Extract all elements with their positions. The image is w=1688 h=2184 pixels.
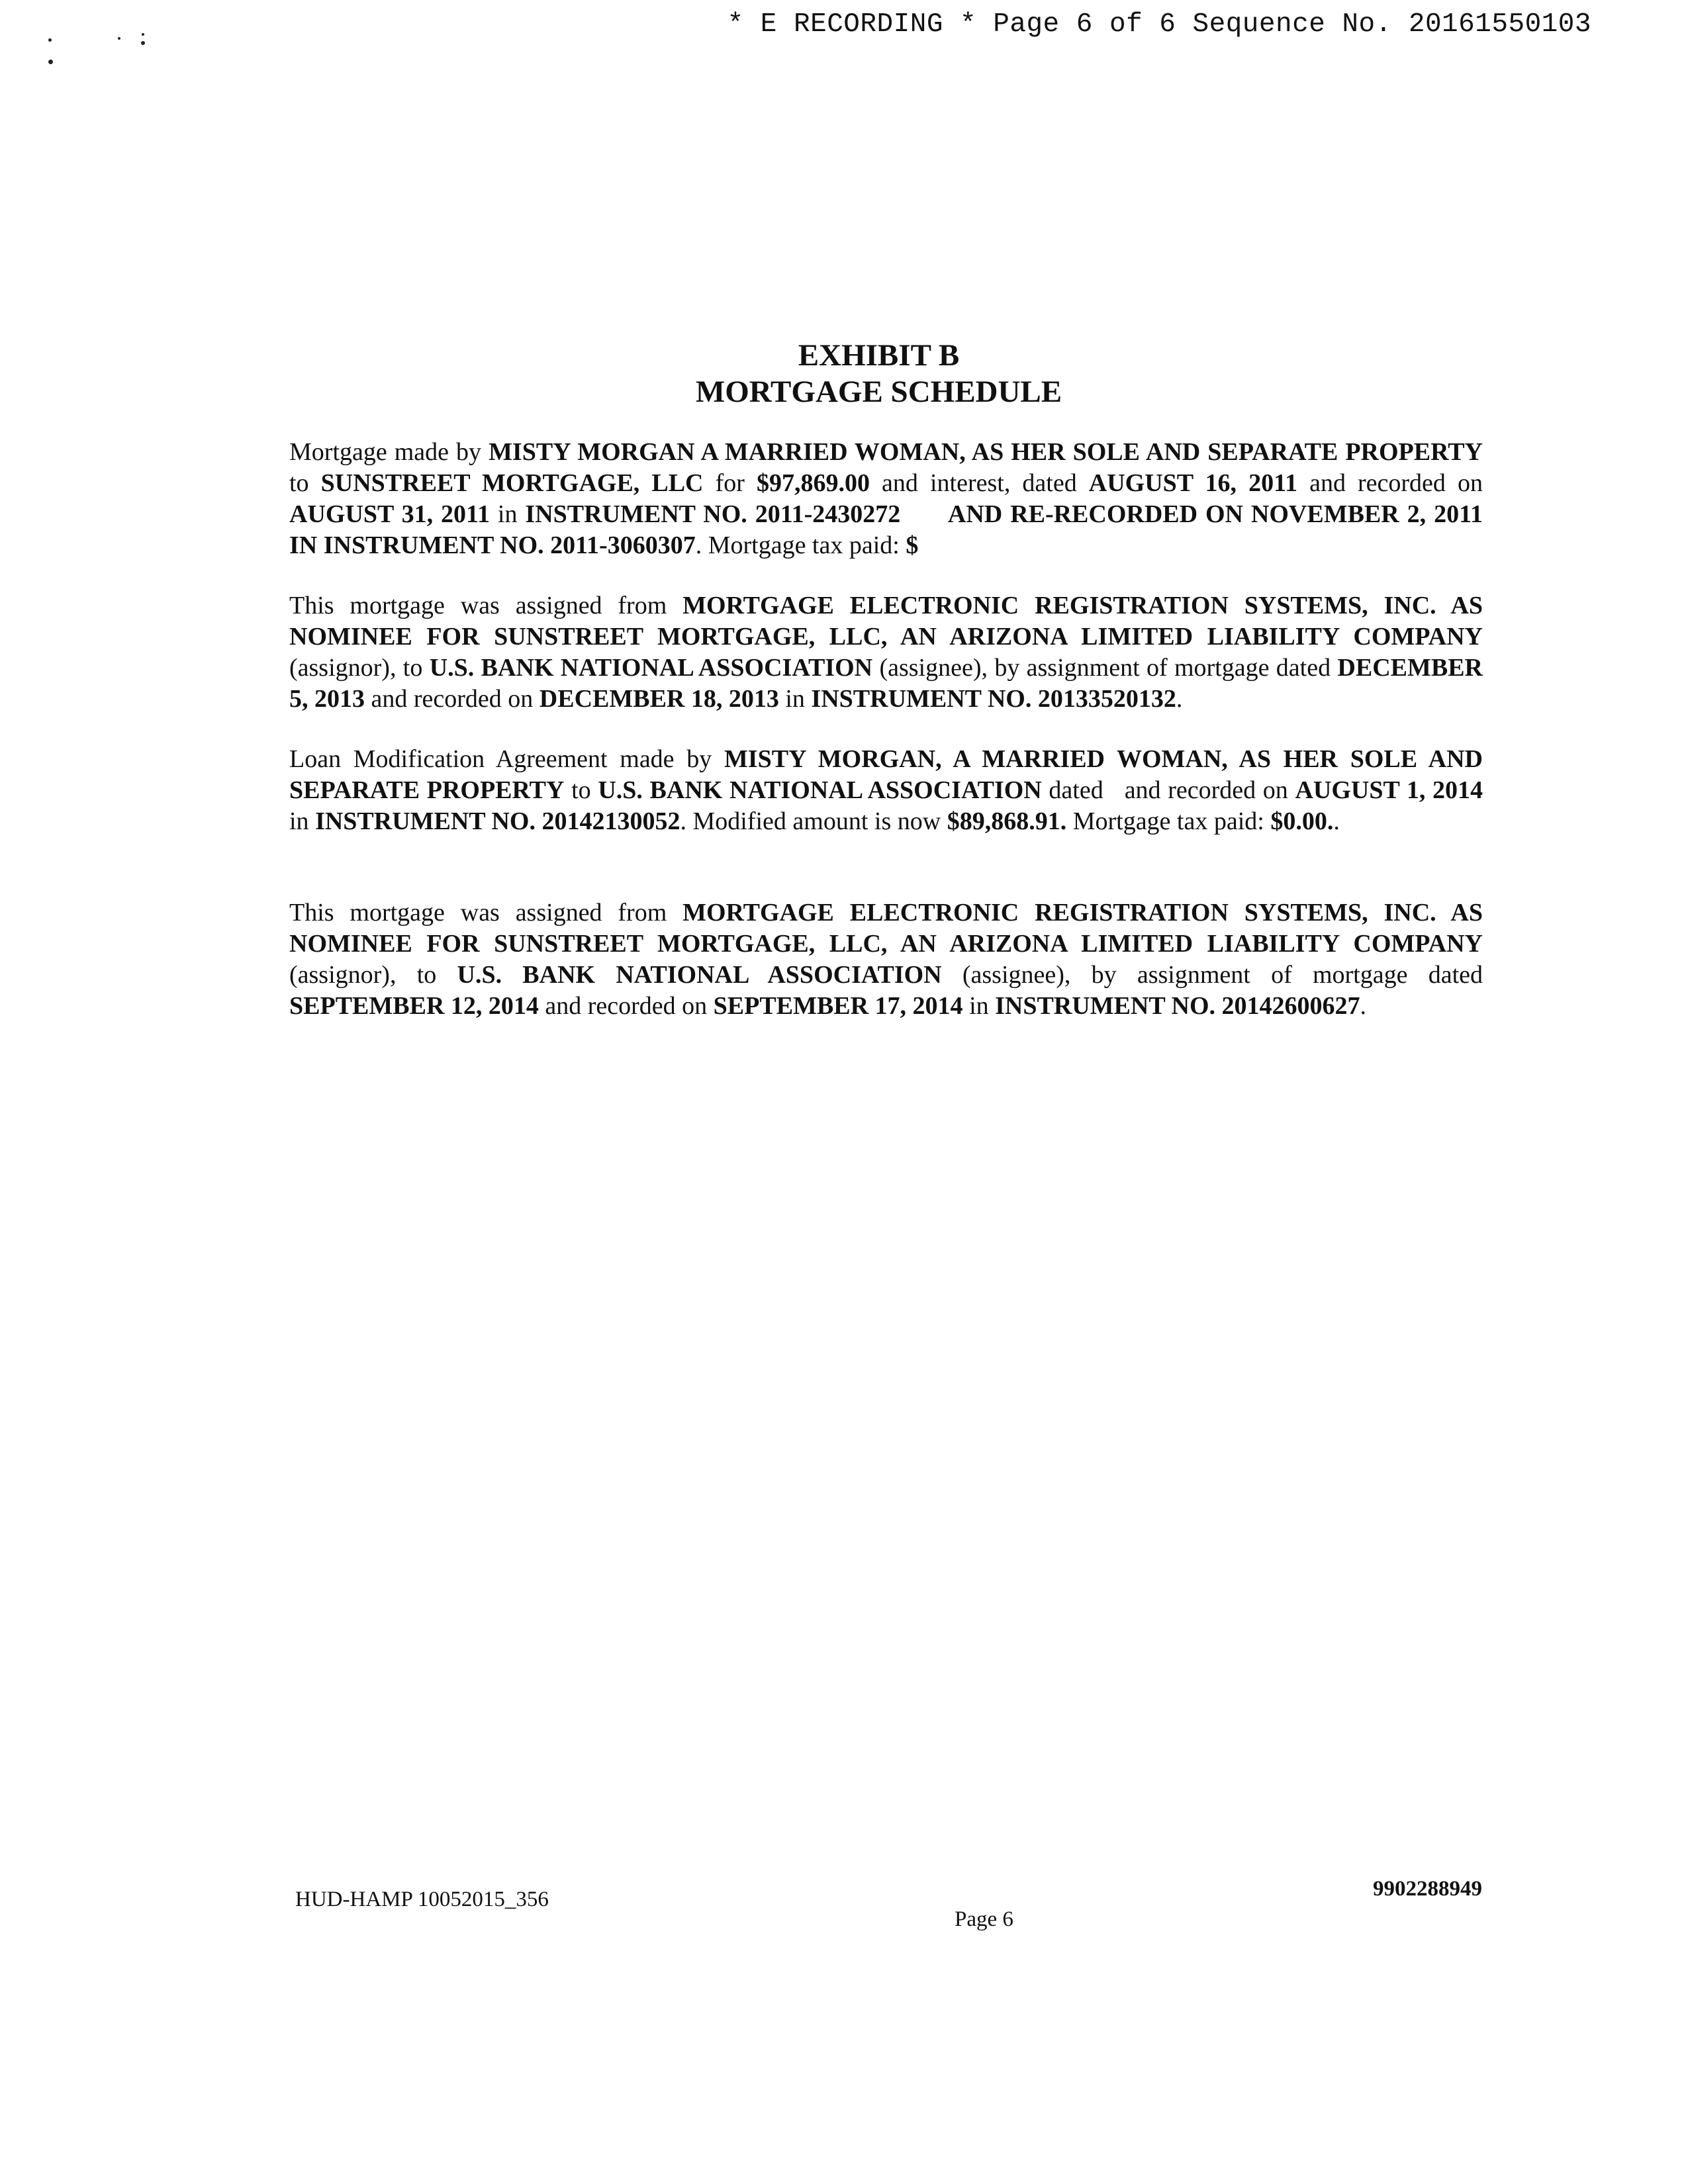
scan-speck [141,41,145,45]
exhibit-title [0,338,1688,410]
exhibit-heading: EXHIBIT B [798,338,960,373]
recording-header: * E RECORDING * Page 6 of 6 Sequence No. 20161550103 [727,9,1591,40]
mortgage-paragraph: Mortgage made by MISTY MORGAN A MARRIED WOMAN, AS HER SOLE AND SEPARATE PROPERTY to SUNSTREET MORTGAGE, LLC for $97,869.00 and interest, dated AUGUST 16, 2011 and recorded on AUGUST 31, 2011 in INSTRUMENT NO. 2011-2430272 AND RE-RECORDED ON NOVEMBER 2, 2011 IN INSTRUMENT NO. 2011-3060307. Mortgage tax paid: $ [289,438,1483,559]
schedule-heading: MORTGAGE SCHEDULE [695,375,1062,409]
page-number: Page 6 [955,1907,1013,1931]
second-assignment-paragraph: This mortgage was assigned from MORTGAGE ELECTRONIC REGISTRATION SYSTEMS, INC. AS NOMINEE FOR SUNSTREET MORTGAGE, LLC, AN ARIZONA LIMITED LIABILITY COMPANY (assignor), to U.S. BANK NATIONAL ASSOCIATION (assignee), by assignment of mortgage dated SEPTEMBER 12, 2014 and recorded on SEPTEMBER 17, 2014 in INSTRUMENT NO. 20142600627. [289,899,1483,1020]
scan-speck [118,37,120,40]
scan-speck [48,60,53,64]
loan-number: 9902288949 [1373,1877,1482,1901]
scan-speck [142,33,144,36]
loan-modification-paragraph: Loan Modification Agreement made by MISTY MORGAN, A MARRIED WOMAN, AS HER SOLE AND SEPARATE PROPERTY to U.S. BANK NATIONAL ASSOCIATION dated and recorded on AUGUST 1, 2014 in INSTRUMENT NO. 20142130052. Modified amount is now $89,868.91. Mortgage tax paid: $0.00.. [289,745,1483,835]
form-id: HUD-HAMP 10052015_356 [295,1888,549,1911]
first-assignment-paragraph: This mortgage was assigned from MORTGAGE ELECTRONIC REGISTRATION SYSTEMS, INC. AS NOMINEE FOR SUNSTREET MORTGAGE, LLC, AN ARIZONA LIMITED LIABILITY COMPANY (assignor), to U.S. BANK NATIONAL ASSOCIATION (assignee), by assignment of mortgage dated DECEMBER 5, 2013 and recorded on DECEMBER 18, 2013 in INSTRUMENT NO. 20133520132. [289,592,1483,713]
scan-speck [48,38,52,42]
